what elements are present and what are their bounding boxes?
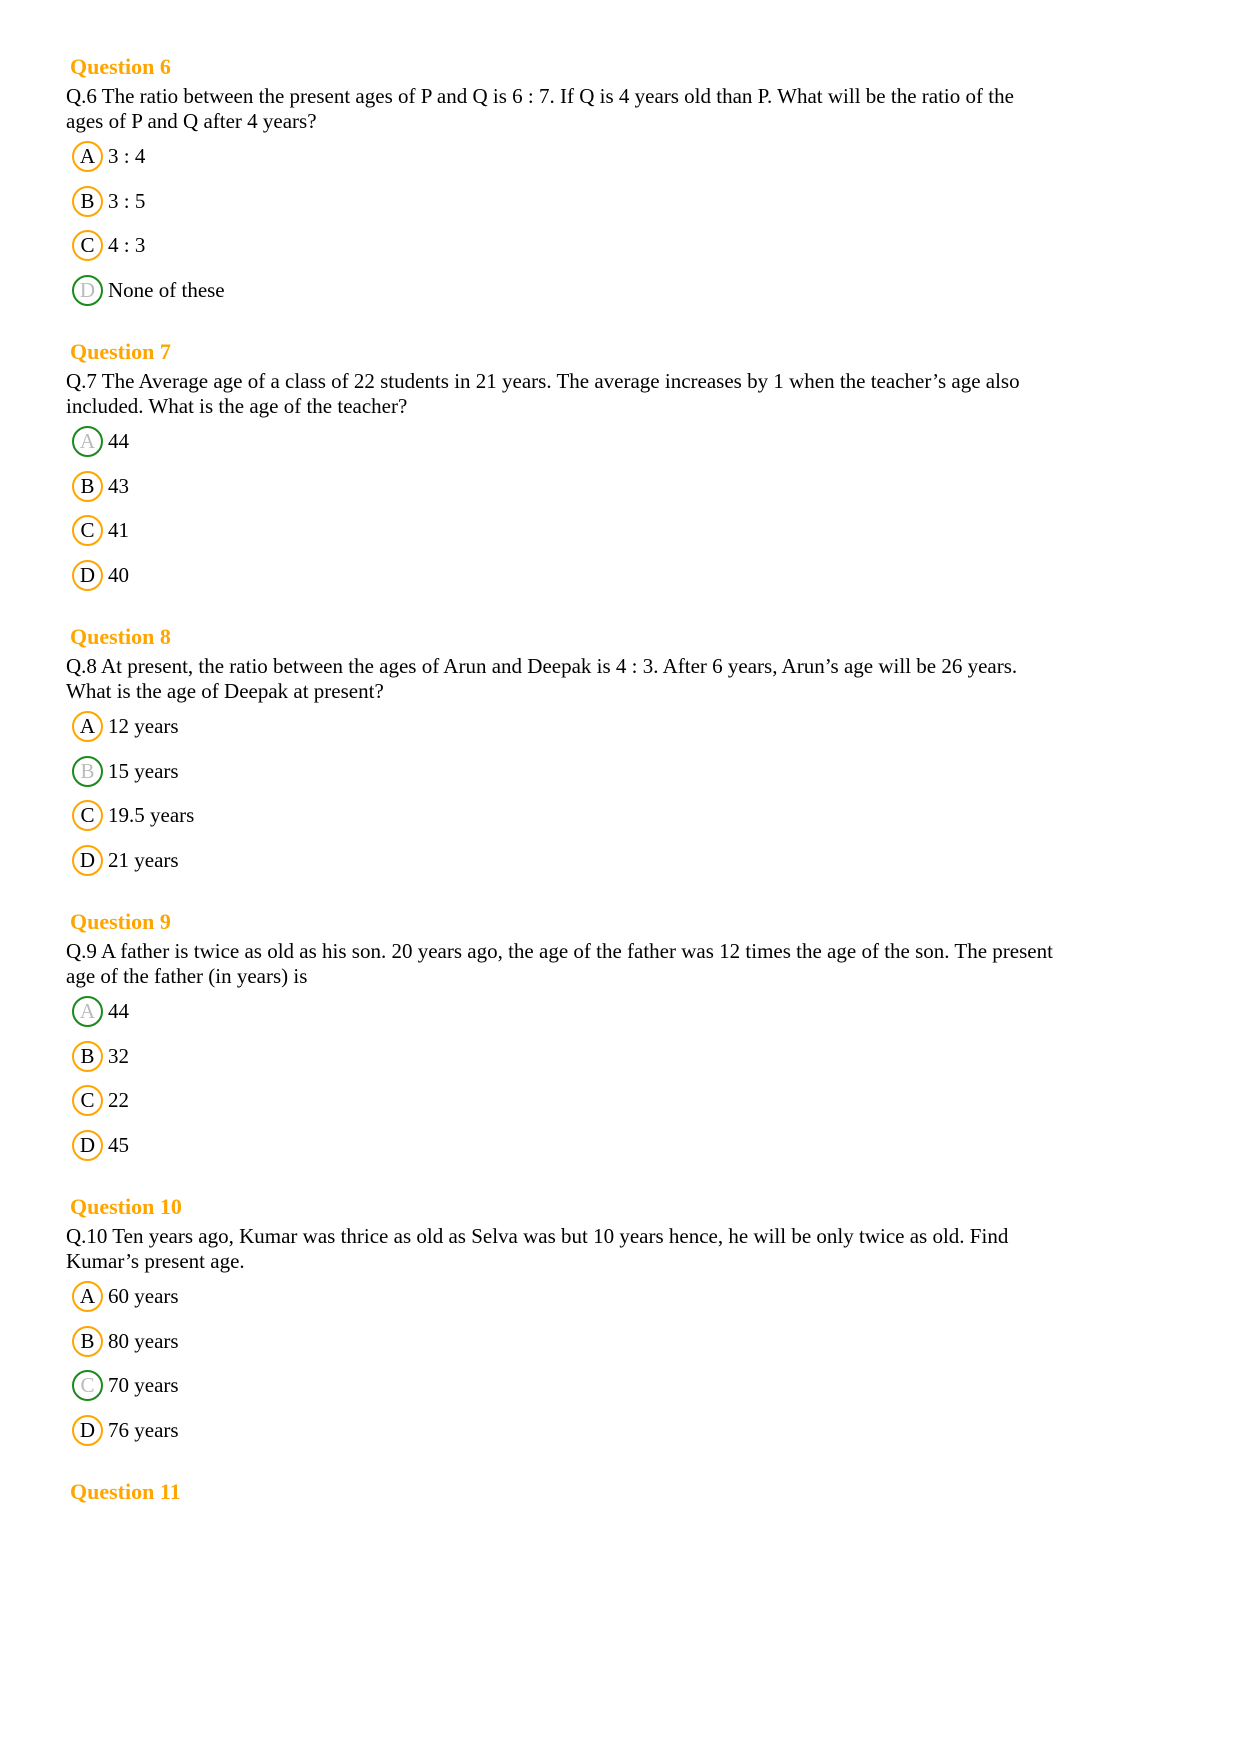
option-letter-circle: A xyxy=(72,996,103,1027)
option-text: 70 years xyxy=(108,1372,179,1397)
option-letter-circle: D xyxy=(72,1130,103,1161)
option-letter-circle: A xyxy=(72,1281,103,1312)
option-letter-circle: D xyxy=(72,845,103,876)
option-letter-circle: D xyxy=(72,275,103,306)
answer-option[interactable] xyxy=(72,711,179,741)
question-text: Q.6 The ratio between the present ages of P and Q is 6 : 7. If Q is 4 years old than P. What will be the ratio of the ages of P and Q after 4 years? xyxy=(66,84,1014,133)
option-letter-circle: C xyxy=(72,230,103,261)
option-text: None of these xyxy=(108,277,225,302)
answer-option[interactable] xyxy=(72,515,129,545)
option-text: 12 years xyxy=(108,713,179,738)
answer-option[interactable] xyxy=(72,275,225,305)
question-heading: Question 11 xyxy=(70,1479,181,1504)
answer-option[interactable] xyxy=(72,1281,179,1311)
question-text: Q.9 A father is twice as old as his son. 20 years ago, the age of the father was 12 times the age of the son. The present age of the father (in years) is xyxy=(66,939,1053,988)
option-letter-circle: B xyxy=(72,1041,103,1072)
option-letter-circle: A xyxy=(72,141,103,172)
option-letter-circle: A xyxy=(72,711,103,742)
answer-option[interactable] xyxy=(72,1326,179,1356)
option-text: 44 xyxy=(108,428,129,453)
option-text: 44 xyxy=(108,998,129,1023)
option-text: 32 xyxy=(108,1043,129,1068)
option-letter-circle: C xyxy=(72,515,103,546)
answer-option[interactable] xyxy=(72,756,179,786)
answer-option[interactable] xyxy=(72,1041,129,1071)
option-text: 40 xyxy=(108,562,129,587)
option-text: 80 years xyxy=(108,1328,179,1353)
question-heading: Question 9 xyxy=(70,909,171,934)
answer-option[interactable] xyxy=(72,845,179,875)
option-text: 19.5 years xyxy=(108,802,195,827)
option-letter-circle: B xyxy=(72,471,103,502)
question-heading: Question 7 xyxy=(70,339,171,364)
option-letter-circle: A xyxy=(72,426,103,457)
option-letter-circle: C xyxy=(72,1085,103,1116)
answer-option[interactable] xyxy=(72,560,129,590)
answer-option[interactable] xyxy=(72,996,129,1026)
option-letter-circle: D xyxy=(72,560,103,591)
option-text: 41 xyxy=(108,517,129,542)
answer-option[interactable] xyxy=(72,230,145,260)
option-text: 21 years xyxy=(108,847,179,872)
answer-option[interactable] xyxy=(72,1415,179,1445)
answer-option[interactable] xyxy=(72,186,145,216)
question-heading: Question 8 xyxy=(70,624,171,649)
option-text: 22 xyxy=(108,1087,129,1112)
option-text: 3 : 5 xyxy=(108,188,146,213)
question-heading: Question 6 xyxy=(70,54,171,79)
option-letter-circle: C xyxy=(72,1370,103,1401)
option-text: 43 xyxy=(108,473,129,498)
option-text: 60 years xyxy=(108,1283,179,1308)
question-text: Q.10 Ten years ago, Kumar was thrice as old as Selva was but 10 years hence, he will be only twice as old. Find Kumar’s present age. xyxy=(66,1224,1009,1273)
option-letter-circle: B xyxy=(72,756,103,787)
question-heading: Question 10 xyxy=(70,1194,182,1219)
question-text: Q.7 The Average age of a class of 22 students in 21 years. The average increases by 1 when the teacher’s age also included. What is the age of the teacher? xyxy=(66,369,1020,418)
answer-option[interactable] xyxy=(72,471,129,501)
option-letter-circle: D xyxy=(72,1415,103,1446)
option-text: 76 years xyxy=(108,1417,179,1442)
option-letter-circle: B xyxy=(72,186,103,217)
answer-option[interactable] xyxy=(72,1085,129,1115)
answer-option[interactable] xyxy=(72,800,194,830)
option-text: 3 : 4 xyxy=(108,143,146,168)
question-text: Q.8 At present, the ratio between the ages of Arun and Deepak is 4 : 3. After 6 years, Arun’s age will be 26 years. What is the age of Deepak at present? xyxy=(66,654,1018,703)
option-letter-circle: B xyxy=(72,1326,103,1357)
option-text: 15 years xyxy=(108,758,179,783)
answer-option[interactable] xyxy=(72,426,129,456)
answer-option[interactable] xyxy=(72,141,145,171)
option-text: 4 : 3 xyxy=(108,232,146,257)
option-letter-circle: C xyxy=(72,800,103,831)
answer-option[interactable] xyxy=(72,1370,179,1400)
option-text: 45 xyxy=(108,1132,129,1157)
answer-option[interactable] xyxy=(72,1130,129,1160)
